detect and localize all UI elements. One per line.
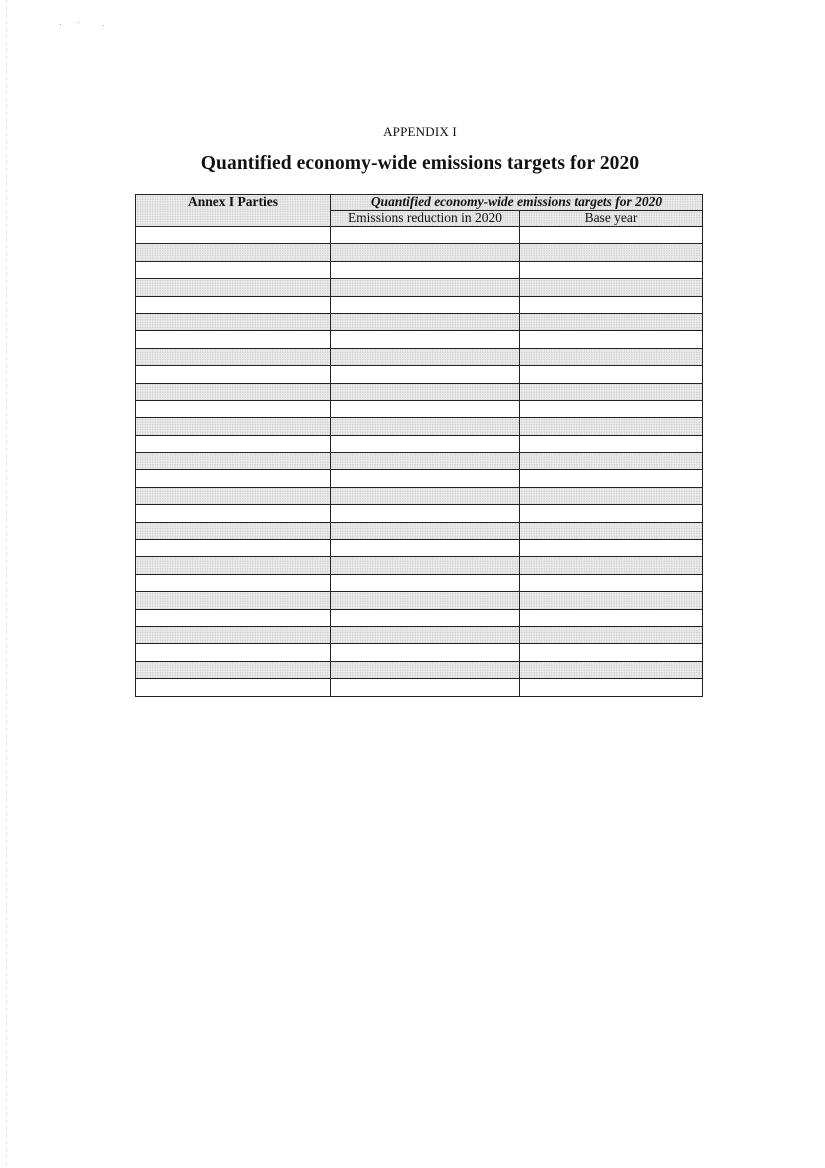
header-base-year: Base year xyxy=(520,211,703,227)
cell-party xyxy=(136,679,331,696)
cell-party xyxy=(136,418,331,435)
table-row xyxy=(136,661,703,678)
cell-reduction xyxy=(331,557,520,574)
cell-party xyxy=(136,313,331,330)
cell-reduction xyxy=(331,366,520,383)
table-row xyxy=(136,574,703,591)
table-row xyxy=(136,470,703,487)
cell-base-year xyxy=(520,418,703,435)
cell-reduction xyxy=(331,609,520,626)
table-row xyxy=(136,592,703,609)
header-emissions-targets: Quantified economy-wide emissions targets for 2020 xyxy=(331,195,703,211)
table-row xyxy=(136,400,703,417)
cell-reduction xyxy=(331,522,520,539)
table-row xyxy=(136,296,703,313)
cell-reduction xyxy=(331,261,520,278)
cell-reduction xyxy=(331,679,520,696)
scan-edge-line xyxy=(6,0,7,1168)
table-row xyxy=(136,418,703,435)
table-row xyxy=(136,331,703,348)
table-row xyxy=(136,261,703,278)
cell-party xyxy=(136,522,331,539)
cell-base-year xyxy=(520,244,703,261)
cell-party xyxy=(136,557,331,574)
cell-base-year xyxy=(520,313,703,330)
scan-speck xyxy=(60,24,61,25)
cell-party xyxy=(136,296,331,313)
cell-reduction xyxy=(331,227,520,244)
targets-table xyxy=(135,194,703,697)
cell-base-year xyxy=(520,279,703,296)
cell-party xyxy=(136,626,331,643)
cell-party xyxy=(136,261,331,278)
cell-party xyxy=(136,227,331,244)
cell-reduction xyxy=(331,418,520,435)
header-emissions-reduction: Emissions reduction in 2020 xyxy=(331,211,520,227)
cell-base-year xyxy=(520,557,703,574)
table-row xyxy=(136,227,703,244)
cell-reduction xyxy=(331,296,520,313)
cell-base-year xyxy=(520,574,703,591)
cell-base-year xyxy=(520,609,703,626)
cell-base-year xyxy=(520,453,703,470)
cell-party xyxy=(136,348,331,365)
cell-reduction xyxy=(331,348,520,365)
scan-speck xyxy=(78,22,79,23)
table-row xyxy=(136,313,703,330)
cell-party xyxy=(136,383,331,400)
cell-base-year xyxy=(520,296,703,313)
cell-party xyxy=(136,487,331,504)
cell-party xyxy=(136,470,331,487)
cell-reduction xyxy=(331,470,520,487)
table-row xyxy=(136,540,703,557)
table-row xyxy=(136,366,703,383)
cell-reduction xyxy=(331,487,520,504)
cell-reduction xyxy=(331,383,520,400)
table-body xyxy=(136,227,703,697)
cell-base-year xyxy=(520,348,703,365)
cell-reduction xyxy=(331,279,520,296)
cell-party xyxy=(136,366,331,383)
cell-base-year xyxy=(520,227,703,244)
table-row xyxy=(136,505,703,522)
cell-base-year xyxy=(520,331,703,348)
cell-base-year xyxy=(520,383,703,400)
cell-party xyxy=(136,574,331,591)
table-row xyxy=(136,244,703,261)
cell-party xyxy=(136,540,331,557)
cell-base-year xyxy=(520,540,703,557)
cell-reduction xyxy=(331,313,520,330)
cell-reduction xyxy=(331,400,520,417)
cell-party xyxy=(136,331,331,348)
cell-base-year xyxy=(520,522,703,539)
cell-base-year xyxy=(520,592,703,609)
cell-reduction xyxy=(331,244,520,261)
table-row xyxy=(136,435,703,452)
header-annex-parties: Annex I Parties xyxy=(136,195,331,227)
cell-reduction xyxy=(331,331,520,348)
cell-base-year xyxy=(520,261,703,278)
table-row xyxy=(136,609,703,626)
cell-party xyxy=(136,609,331,626)
cell-party xyxy=(136,435,331,452)
table-row xyxy=(136,522,703,539)
cell-reduction xyxy=(331,505,520,522)
cell-base-year xyxy=(520,435,703,452)
cell-party xyxy=(136,592,331,609)
scan-speck xyxy=(103,25,104,26)
cell-reduction xyxy=(331,644,520,661)
cell-reduction xyxy=(331,453,520,470)
cell-base-year xyxy=(520,400,703,417)
table-header-row xyxy=(136,195,703,211)
cell-reduction xyxy=(331,435,520,452)
cell-party xyxy=(136,453,331,470)
cell-reduction xyxy=(331,592,520,609)
table-row xyxy=(136,348,703,365)
cell-reduction xyxy=(331,540,520,557)
cell-party xyxy=(136,505,331,522)
cell-reduction xyxy=(331,626,520,643)
cell-party xyxy=(136,644,331,661)
cell-base-year xyxy=(520,626,703,643)
cell-base-year xyxy=(520,487,703,504)
table-row xyxy=(136,626,703,643)
cell-party xyxy=(136,661,331,678)
targets-table-container xyxy=(135,194,702,697)
cell-party xyxy=(136,244,331,261)
cell-base-year xyxy=(520,366,703,383)
cell-base-year xyxy=(520,505,703,522)
cell-reduction xyxy=(331,661,520,678)
table-row xyxy=(136,679,703,696)
table-row xyxy=(136,644,703,661)
page-title: Quantified economy-wide emissions targets for 2020 xyxy=(200,153,640,174)
appendix-label: APPENDIX I xyxy=(383,124,457,139)
table-row xyxy=(136,557,703,574)
table-row xyxy=(136,487,703,504)
cell-party xyxy=(136,279,331,296)
table-row xyxy=(136,279,703,296)
cell-base-year xyxy=(520,679,703,696)
table-row xyxy=(136,383,703,400)
cell-reduction xyxy=(331,574,520,591)
cell-base-year xyxy=(520,661,703,678)
table-row xyxy=(136,453,703,470)
cell-base-year xyxy=(520,644,703,661)
cell-party xyxy=(136,400,331,417)
cell-base-year xyxy=(520,470,703,487)
